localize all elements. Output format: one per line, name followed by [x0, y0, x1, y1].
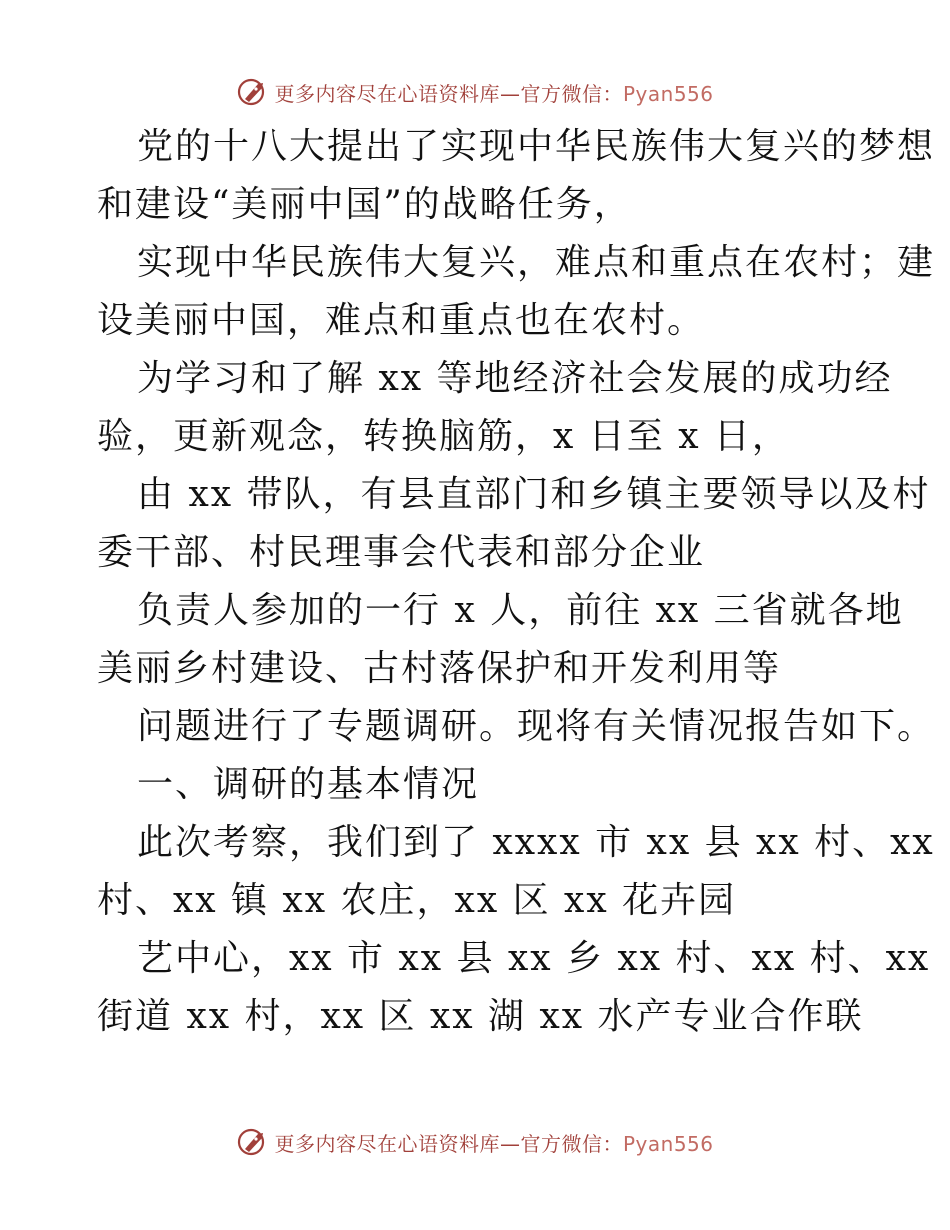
paragraph-line: 验，更新观念，转换脑筋，x 日至 x 日， — [97, 416, 790, 457]
watermark-wechat-id: Pyan556 — [622, 81, 714, 106]
footer-watermark — [0, 1122, 950, 1162]
paragraph-line: 美丽乡村建设、古村落保护和开发利用等 — [97, 648, 782, 689]
paragraph-line: 村、xx 镇 xx 农庄，xx 区 xx 花卉园 — [97, 880, 737, 921]
paragraph-line: 实现中华民族伟大复兴，难点和重点在农村；建 — [137, 242, 936, 283]
paragraph-line: 设美丽中国，难点和重点也在农村。 — [97, 300, 706, 341]
paragraph-line: 负责人参加的一行 x 人，前往 xx 三省就各地 — [137, 590, 904, 631]
paragraph-line: 为学习和了解 xx 等地经济社会发展的成功经 — [137, 358, 893, 399]
paragraph-line: 问题进行了专题调研。现将有关情况报告如下。 — [137, 706, 936, 747]
paragraph-line: 街道 xx 村，xx 区 xx 湖 xx 水产专业合作联 — [97, 996, 864, 1037]
header-watermark — [0, 72, 950, 112]
paragraph-line: 艺中心，xx 市 xx 县 xx 乡 xx 村、xx 村、xx — [137, 938, 931, 979]
watermark-text: 更多内容尽在心语资料库—官方微信：Pyan556 — [274, 1131, 714, 1156]
paragraph-line: 由 xx 带队，有县直部门和乡镇主要领导以及村 — [137, 474, 931, 515]
watermark-wechat-id: Pyan556 — [622, 1131, 714, 1156]
paragraph-line: 和建设“美丽中国”的战略任务， — [97, 184, 632, 225]
paragraph-line: 委干部、村民理事会代表和部分企业 — [97, 532, 706, 573]
document-body — [97, 118, 936, 1046]
pen-nib-logo-icon — [236, 1125, 270, 1159]
section-heading: 一、调研的基本情况 — [137, 764, 480, 805]
paragraph-line: 此次考察，我们到了 xxxx 市 xx 县 xx 村、xx — [137, 822, 935, 863]
watermark-text: 更多内容尽在心语资料库—官方微信：Pyan556 — [274, 81, 714, 106]
pen-nib-logo-icon — [236, 75, 270, 109]
paragraph-line: 党的十八大提出了实现中华民族伟大复兴的梦想 — [137, 126, 936, 167]
